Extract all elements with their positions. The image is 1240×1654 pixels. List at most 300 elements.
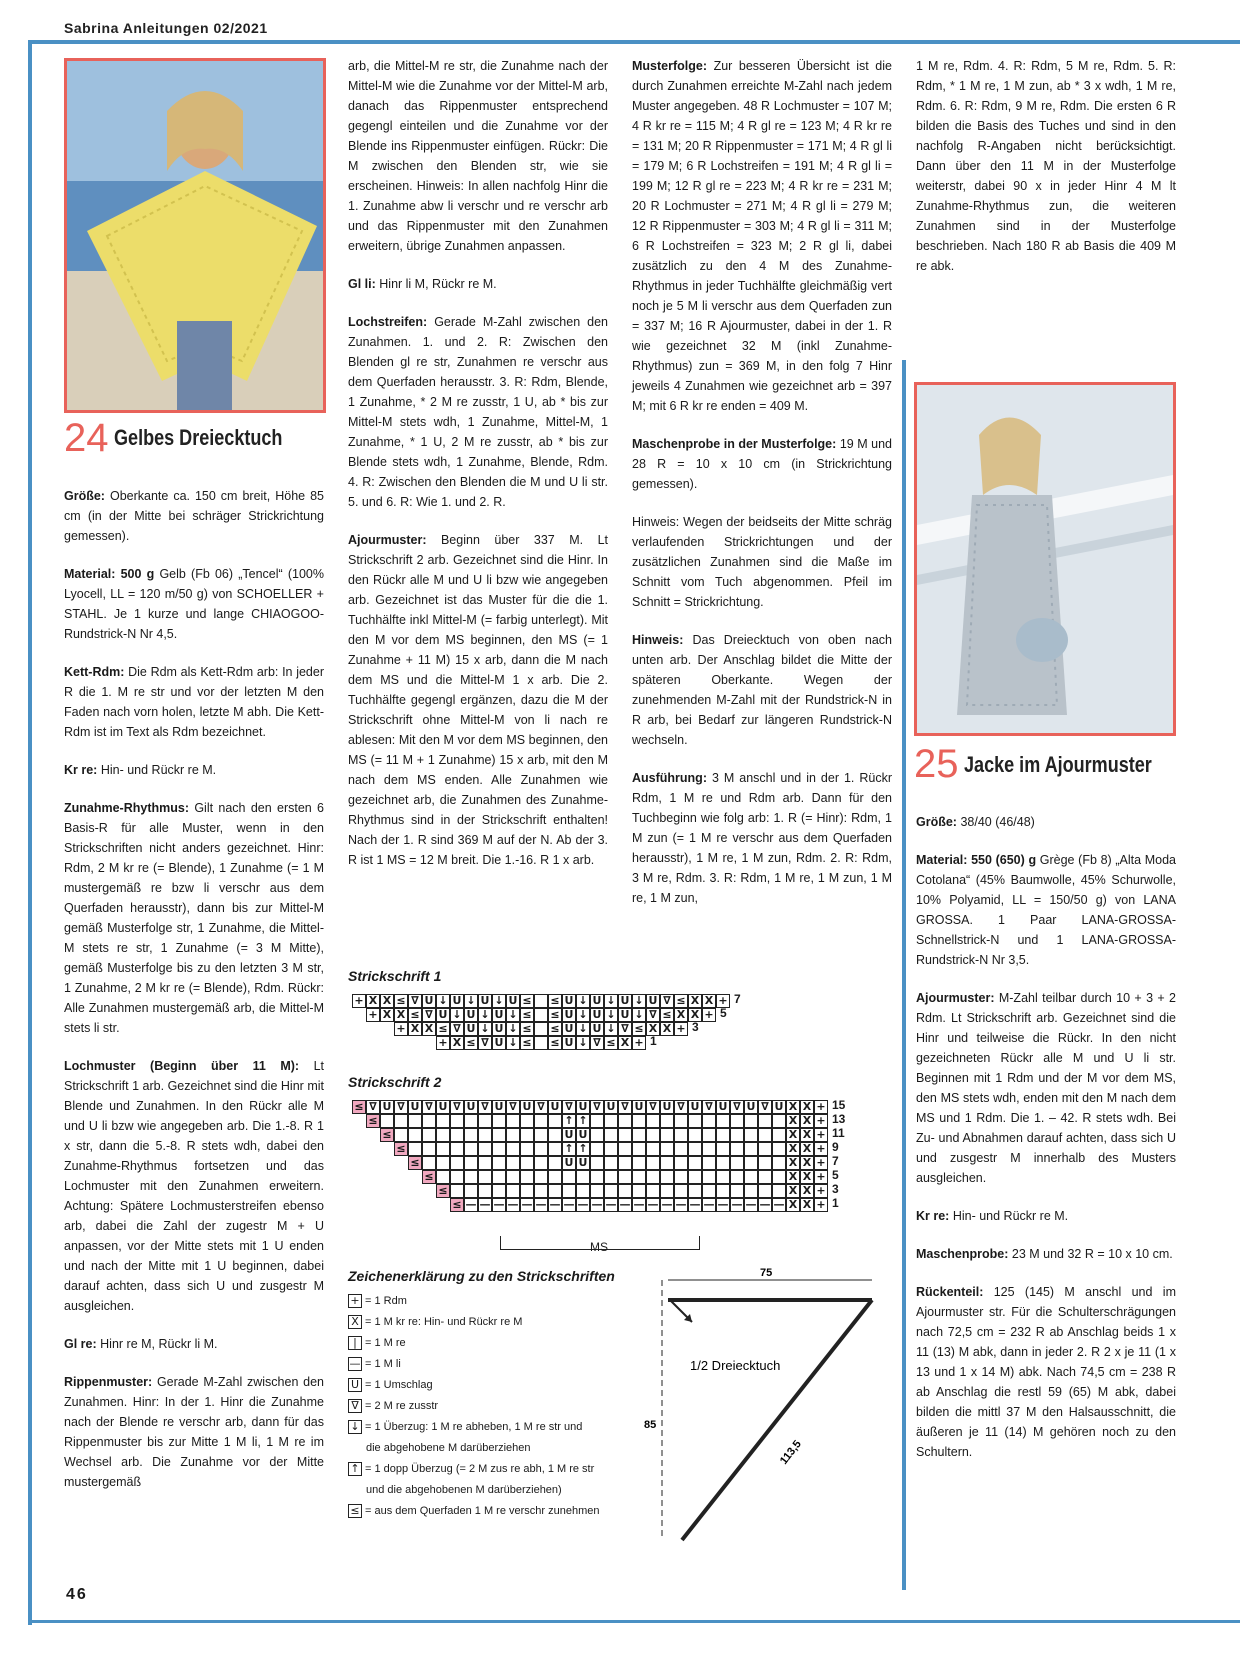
photo-ajour-jacket bbox=[914, 382, 1176, 736]
chart1-cell: X bbox=[408, 1022, 422, 1036]
chart2-cell: — bbox=[493, 1198, 505, 1211]
chart2-cell: — bbox=[549, 1198, 561, 1211]
chart2-cell bbox=[660, 1184, 674, 1198]
chart2-cell: — bbox=[633, 1198, 645, 1211]
chart2-cell bbox=[408, 1142, 422, 1156]
legend-item bbox=[348, 1357, 401, 1371]
chart2-cell: U bbox=[772, 1100, 786, 1114]
chart2-cell: ≤ bbox=[436, 1184, 450, 1198]
column-1 bbox=[64, 486, 324, 1510]
chart2-cell bbox=[674, 1170, 688, 1184]
chart2-cell bbox=[436, 1128, 450, 1142]
chart2-cell bbox=[660, 1114, 674, 1128]
chart1-cell: X bbox=[660, 1022, 674, 1036]
chart2-cell: ≤ bbox=[422, 1170, 436, 1184]
chart2-cell bbox=[450, 1170, 464, 1184]
chart2-cell bbox=[492, 1184, 506, 1198]
chart2-cell bbox=[590, 1184, 604, 1198]
chart2-cell bbox=[772, 1128, 786, 1142]
chart2-cell bbox=[758, 1128, 772, 1142]
chart2-cell bbox=[618, 1184, 632, 1198]
chart2-cell bbox=[618, 1156, 632, 1170]
chart2-cell bbox=[744, 1142, 758, 1156]
chart2-row-number: 15 bbox=[832, 1098, 846, 1112]
legend-text: und die abgehobenen M darüberziehen) bbox=[366, 1484, 562, 1496]
chart2-cell bbox=[758, 1114, 772, 1128]
chart2-cell bbox=[758, 1156, 772, 1170]
chart2-cell bbox=[520, 1114, 534, 1128]
para-maschenprobe-25: Maschenprobe: 23 M und 32 R = 10 x 10 cm. bbox=[916, 1247, 1173, 1261]
chart2-cell: ∇ bbox=[758, 1100, 772, 1114]
legend-text: = 1 dopp Überzug (= 2 M zus re abh, 1 M re str bbox=[365, 1463, 595, 1475]
para-maschenprobe: Maschenprobe in der Musterfolge: 19 M und 28 R = 10 x 10 cm (in Strickrichtung gemessen). bbox=[632, 437, 892, 491]
chart1-cell: ↓ bbox=[450, 1008, 464, 1022]
chart2-cell bbox=[464, 1184, 478, 1198]
chart2-cell bbox=[478, 1142, 492, 1156]
chart1-cell: X bbox=[380, 1008, 394, 1022]
chart2-cell bbox=[394, 1128, 408, 1142]
chart2-cell bbox=[604, 1184, 618, 1198]
chart1-cell bbox=[534, 1022, 548, 1036]
para-kr-re: Kr re: Hin- und Rückr re M. bbox=[64, 763, 217, 777]
chart1-cell: ↓ bbox=[506, 1022, 520, 1036]
chart2-cell bbox=[422, 1128, 436, 1142]
chart2-cell bbox=[632, 1114, 646, 1128]
chart2-cell bbox=[772, 1170, 786, 1184]
chart2-cell bbox=[464, 1142, 478, 1156]
chart2-cell bbox=[604, 1156, 618, 1170]
chart2-cell bbox=[464, 1156, 478, 1170]
chart2-cell bbox=[688, 1142, 702, 1156]
bottom-rule bbox=[28, 1620, 1240, 1623]
chart2-cell bbox=[450, 1114, 464, 1128]
chart2-cell: ∇ bbox=[534, 1100, 548, 1114]
chart2-cell bbox=[758, 1170, 772, 1184]
chart1-cell: ↓ bbox=[604, 994, 618, 1008]
chart2-cell bbox=[772, 1156, 786, 1170]
chart2-cell: X bbox=[800, 1170, 814, 1184]
para-hinweis-1: Hinweis: Wegen der beidseits der Mitte schräg verlaufenden Strickrichtungen und der zusätzlichen Zunahmen sind die Maße im Schnitt vom Tuch abgenommen. Pfeil im Schnitt = Strickrichtung. bbox=[632, 515, 892, 609]
chart2-cell bbox=[604, 1128, 618, 1142]
chart1-cell: + bbox=[366, 1008, 380, 1022]
chart2-cell: U bbox=[688, 1100, 702, 1114]
para-musterfolge: Musterfolge: Zur besseren Übersicht ist die durch Zunahmen erreichte M-Zahl nach jedem Muster angegeben. 48 R Lochmuster = 107 M; 4 R kr re = 115 M; 4 R gl re = 123 M; 4 R kr re = 131 M; 20 R Rippenmuster = 171 M; 4 R gl li = 179 M; 6 R Lochstreifen = 191 M; 4 R gl li = 199 M; 12 R gl re = 223 M; 4 R kr re = 231 M; 20 R Lochmuster = 271 M; 4 R gl li = 279 M; 12 R Rippenmuster = 303 M; 4 R gl li = 311 M; 6 R Lochstreifen = 323 M; 2 R gl li, dabei zusätzlich zu den 4 M des Zunahme-Rhythmus in jeder Tuchhälfte gleichmäßig vert noch je 5 M li verschr aus dem Querfaden zun = 337 M; 16 R Ajourmuster, dabei in der 1. R wie gezeichnet 32 M (inkl Zunahme-Rhythmus) zun = 369 M, in den folg 7 Hinr jeweils 4 Zunahmen wie gezeichnet arb = 397 M; mit 6 R kr re enden = 409 M. bbox=[632, 59, 892, 413]
chart2-cell: — bbox=[773, 1198, 785, 1211]
chart1-cell: U bbox=[562, 1022, 576, 1036]
chart2-cell bbox=[520, 1184, 534, 1198]
chart2-cell: X bbox=[786, 1184, 800, 1198]
chart1-cell: ≤ bbox=[604, 1036, 618, 1050]
column-3 bbox=[632, 56, 892, 926]
chart2-cell: ∇ bbox=[562, 1100, 576, 1114]
chart1-cell: ∇ bbox=[618, 1022, 632, 1036]
chart-1-title: Strickschrift 1 bbox=[348, 968, 442, 984]
chart2-cell: X bbox=[800, 1100, 814, 1114]
chart2-cell: ∇ bbox=[450, 1100, 464, 1114]
column-4-bottom bbox=[916, 812, 1176, 1480]
chart1-cell: X bbox=[674, 1008, 688, 1022]
para-rueckenteil: Rückenteil: 125 (145) M anschl und im Ajourmuster str. Für die Schulterschrägungen nach 72,5 cm = 232 R ab Anschlag beids 1 x 11 (13) M abk, dann in jeder 2. R 2 x je 11 (1 x 13 und 1 x 14 M) abk. Nach 74,5 cm = 238 R ab Anschlag die restl 59 (65) M abk, dabei bilden die mittl 37 M den Halsausschnitt, die äußeren je 11 (14) M gehören noch zu den Schultern. bbox=[916, 1285, 1176, 1459]
chart2-cell bbox=[646, 1142, 660, 1156]
chart2-cell bbox=[422, 1142, 436, 1156]
chart2-cell: U bbox=[632, 1100, 646, 1114]
schematic-diagonal-edge bbox=[682, 1300, 872, 1540]
chart2-cell bbox=[646, 1128, 660, 1142]
chart2-cell: ∇ bbox=[646, 1100, 660, 1114]
chart2-cell bbox=[730, 1170, 744, 1184]
chart1-cell: U bbox=[618, 1008, 632, 1022]
chart2-cell: + bbox=[814, 1156, 828, 1170]
legend-text: = 1 M kr re: Hin- und Rückr re M bbox=[365, 1316, 523, 1328]
chart2-row-number: 13 bbox=[832, 1112, 846, 1126]
chart2-cell bbox=[436, 1156, 450, 1170]
legend-text: = 1 M li bbox=[365, 1358, 401, 1370]
chart1-cell: ↓ bbox=[576, 1008, 590, 1022]
chart1-cell: ≤ bbox=[408, 1008, 422, 1022]
chart2-cell: ∇ bbox=[394, 1100, 408, 1114]
chart2-cell bbox=[380, 1114, 394, 1128]
chart2-cell bbox=[702, 1184, 716, 1198]
chart2-cell bbox=[576, 1184, 590, 1198]
chart2-cell bbox=[520, 1156, 534, 1170]
chart2-cell bbox=[744, 1156, 758, 1170]
chart2-cell bbox=[744, 1170, 758, 1184]
chart2-cell bbox=[716, 1170, 730, 1184]
schematic-top-label: 75 bbox=[760, 1267, 773, 1279]
chart1-cell: U bbox=[478, 994, 492, 1008]
chart2-cell bbox=[688, 1170, 702, 1184]
chart2-cell: ∇ bbox=[506, 1100, 520, 1114]
chart1-row-number: 5 bbox=[720, 1006, 727, 1020]
chart1-row-number: 3 bbox=[692, 1020, 699, 1034]
chart2-cell bbox=[590, 1156, 604, 1170]
chart2-cell: ∇ bbox=[422, 1100, 436, 1114]
para-ajour-25: Ajourmuster: M-Zahl teilbar durch 10 + 3 + 2 Rdm. Lt Strickschrift arb. Gezeichnet sind die Hinr und teilweise die Rückr. In den nicht gezeichneten Rückr alle M und U li str. Beginnen mit 1 Rdm und der M vor dem MS, den MS stets wdh, enden mit den M nach dem MS und 1 Rdm. Die 1. – 42. R stets wdh. Bei Zu- und Abnahmen darauf achten, dass sich U und zusgestr M innerhalb des Musters ausgleichen. bbox=[916, 991, 1176, 1185]
chart2-cell bbox=[534, 1184, 548, 1198]
header-rule bbox=[28, 40, 1240, 44]
chart2-cell: X bbox=[786, 1170, 800, 1184]
chart2-cell bbox=[506, 1114, 520, 1128]
pattern-title-25: Jacke im Ajourmuster bbox=[964, 752, 1152, 777]
chart1-cell: X bbox=[688, 994, 702, 1008]
chart2-cell bbox=[674, 1114, 688, 1128]
chart1-cell: ↓ bbox=[604, 1008, 618, 1022]
para-gl-li: Gl li: Hinr li M, Rückr re M. bbox=[348, 277, 497, 291]
chart2-cell bbox=[450, 1142, 464, 1156]
chart2-cell bbox=[660, 1170, 674, 1184]
shawl-illustration bbox=[67, 61, 323, 410]
chart2-cell bbox=[730, 1156, 744, 1170]
chart2-cell: — bbox=[703, 1198, 715, 1211]
chart2-cell bbox=[562, 1170, 576, 1184]
para-groesse-25: Größe: 38/40 (46/48) bbox=[916, 815, 1035, 829]
chart1-cell: X bbox=[450, 1036, 464, 1050]
chart2-cell bbox=[548, 1170, 562, 1184]
chart2-cell: ≤ bbox=[380, 1128, 394, 1142]
chart2-cell: ≤ bbox=[408, 1156, 422, 1170]
chart1-cell: ≤ bbox=[520, 1036, 534, 1050]
chart2-cell bbox=[702, 1156, 716, 1170]
chart2-cell bbox=[464, 1114, 478, 1128]
chart2-cell: + bbox=[814, 1100, 828, 1114]
para-lochmuster: Lochmuster (Beginn über 11 M): Lt Strickschrift 1 arb. Gezeichnet sind die Hinr mit Blende und Zunahmen. In den Rückr alle M und U li bzw wie angegeben arb. Die 1.-8. R 1 x str, dann die 5.-8. R stets wdh, dabei den Zunahme-Rhythmus fortsetzen und das Lochmuster mit den Zunahmen erweitern. Achtung: Spätere Lochmusterstreifen ebenso arb, dabei die Zahl der zugestr M + U anpassen, vor der Mitte stets mit 1 U enden und nach der Mitte mit 1 U beginnen, dabei darauf achten, dass sich U und zusgestr M ausgleichen. bbox=[64, 1059, 324, 1313]
chart2-cell bbox=[590, 1170, 604, 1184]
para-lochstreifen: Lochstreifen: Gerade M-Zahl zwischen den Zunahmen. 1. und 2. R: Zwischen den Blenden gl re str, Zunahmen re verschr aus dem Querfaden herausstr. 3. R: Rdm, Blende, 1 Zunahme, * 2 M re zusstr, 1 U, ab * bis zur Mittel-M stets wdh, 1 Zunahme, Mittel-M, 1 Zunahme, * 1 U, 2 M re zusstr, ab * bis zur Blende stets wdh, 1 Zunahme, Blende, Rdm. 4. R: Zwischen den Blenden die M und U li str. 5. und 6. R: Wie 1. und 2. R. bbox=[348, 315, 608, 509]
legend-symbol: + bbox=[348, 1294, 362, 1308]
chart2-cell bbox=[744, 1128, 758, 1142]
chart2-cell: U bbox=[744, 1100, 758, 1114]
chart2-cell bbox=[716, 1128, 730, 1142]
ms-label: MS bbox=[590, 1240, 608, 1254]
chart2-cell bbox=[492, 1170, 506, 1184]
chart2-cell: — bbox=[731, 1198, 743, 1211]
chart2-cell: ∇ bbox=[702, 1100, 716, 1114]
chart2-cell: ↑ bbox=[576, 1114, 590, 1128]
chart1-cell: ∇ bbox=[478, 1036, 492, 1050]
chart1-cell: ↓ bbox=[604, 1022, 618, 1036]
photo-yellow-shawl bbox=[64, 58, 326, 413]
chart2-cell bbox=[506, 1170, 520, 1184]
chart2-cell bbox=[520, 1170, 534, 1184]
legend-item bbox=[348, 1504, 599, 1518]
chart2-cell: — bbox=[563, 1198, 575, 1211]
chart2-cell bbox=[464, 1128, 478, 1142]
chart1-cell: ↓ bbox=[632, 994, 646, 1008]
chart2-cell bbox=[478, 1184, 492, 1198]
chart2-cell: X bbox=[800, 1198, 814, 1212]
chart2-cell bbox=[744, 1184, 758, 1198]
page-number: 46 bbox=[66, 1586, 88, 1603]
chart1-cell: U bbox=[618, 994, 632, 1008]
para-rippen-cont: arb, die Mittel-M re str, die Zunahme nach der Mittel-M wie die Zunahme vor der Mittel-M arb, danach das Rippenmuster entsprechend gegengl einteilen und die Zunahme vor der Blende ins Rippenmuster einfügen. Rückr: Die M zwischen den Blenden str, wie sie erscheinen. Hinweis: In allen nachfolg Hinr die 1. Zunahme abw li verschr und re verschr arb und das Rippenmuster mit den Zunahmen erweitern, übrige Zunahmen anpassen. bbox=[348, 59, 608, 253]
legend-text: = 1 Rdm bbox=[365, 1295, 407, 1307]
para-ausfuehrung: Ausführung: 3 M anschl und in der 1. Rückr Rdm, 1 M re und Rdm arb. Dann für den Tuchbeginn wie folg arb: 1. R (= Hinr): Rdm, 1 M zun (= 1 M re verschr aus dem Querfaden herausstr), 1 M re, 1 M zun, Rdm. 2. R: Rdm, 3 M re, Rdm. 3. R: Rdm, 1 M re, 1 M zun, 1 M re, 1 M zun, bbox=[632, 771, 892, 905]
chart2-cell: — bbox=[507, 1198, 519, 1211]
chart1-cell: ≤ bbox=[548, 1036, 562, 1050]
chart2-cell bbox=[548, 1156, 562, 1170]
chart2-cell bbox=[674, 1156, 688, 1170]
chart2-cell bbox=[632, 1184, 646, 1198]
chart1-cell: ↓ bbox=[464, 994, 478, 1008]
chart2-cell bbox=[744, 1114, 758, 1128]
chart2-cell: + bbox=[814, 1142, 828, 1156]
chart1-cell: X bbox=[646, 1022, 660, 1036]
legend-text: = 2 M re zusstr bbox=[365, 1400, 439, 1412]
para-kett-rdm: Kett-Rdm: Die Rdm als Kett-Rdm arb: In jeder R die 1. M re str und vor der letzten M den Faden nach vorn holen, letzte M abh. Die Kett-Rdm ist im Text als Rdm bezeichnet. bbox=[64, 665, 324, 739]
chart2-cell: ∇ bbox=[366, 1100, 380, 1114]
chart2-cell bbox=[478, 1114, 492, 1128]
legend-text: = aus dem Querfaden 1 M re verschr zunehmen bbox=[365, 1505, 600, 1517]
legend-symbol: U bbox=[348, 1378, 362, 1392]
chart1-cell: U bbox=[562, 994, 576, 1008]
chart2-cell bbox=[688, 1156, 702, 1170]
chart2-cell bbox=[478, 1156, 492, 1170]
chart2-cell bbox=[478, 1128, 492, 1142]
chart2-cell: ∇ bbox=[674, 1100, 688, 1114]
chart2-cell bbox=[562, 1184, 576, 1198]
chart1-cell: ≤ bbox=[436, 1022, 450, 1036]
chart1-cell: X bbox=[422, 1022, 436, 1036]
chart2-cell: ∇ bbox=[590, 1100, 604, 1114]
chart2-cell bbox=[646, 1170, 660, 1184]
chart2-cell: U bbox=[576, 1128, 590, 1142]
chart2-cell: + bbox=[814, 1198, 828, 1212]
chart2-cell bbox=[436, 1170, 450, 1184]
para-ausfuehrung-cont: 1 M re, Rdm. 4. R: Rdm, 5 M re, Rdm. 5. R: Rdm, * 1 M re, 1 M zun, ab * 3 x wdh, 1 M re, Rdm. 6. R: Rdm, 9 M re, Rdm. Die ersten 6 R bilden die Basis des Tuches und sind in den nachfolg R-Angaben nicht berücksichtigt. Dann über den 11 M in der Musterfolge weiterstr, dabei 90 x in jeder Hinr 4 M lt Zunahme-Rhythmus zun, die weiteren Zunahmen sind in der Musterfolge beschrieben. Nach 180 R ab Basis die 409 M re abk. bbox=[916, 59, 1176, 273]
chart2-cell bbox=[436, 1114, 450, 1128]
chart2-cell bbox=[730, 1114, 744, 1128]
chart2-cell: — bbox=[759, 1198, 771, 1211]
chart2-row-number: 9 bbox=[832, 1140, 839, 1154]
chart2-cell bbox=[590, 1114, 604, 1128]
chart2-row-number: 1 bbox=[832, 1196, 839, 1210]
chart1-cell bbox=[534, 1008, 548, 1022]
chart2-cell bbox=[660, 1142, 674, 1156]
chart1-cell: + bbox=[674, 1022, 688, 1036]
chart2-cell bbox=[506, 1184, 520, 1198]
chart2-cell: X bbox=[786, 1114, 800, 1128]
chart2-cell: U bbox=[408, 1100, 422, 1114]
legend-item bbox=[348, 1294, 407, 1308]
legend-item bbox=[348, 1336, 406, 1350]
chart1-cell: ≤ bbox=[394, 994, 408, 1008]
chart2-cell bbox=[758, 1142, 772, 1156]
schematic-diag-label: 113,5 bbox=[777, 1438, 804, 1467]
chart2-cell: U bbox=[660, 1100, 674, 1114]
chart2-cell: — bbox=[745, 1198, 757, 1211]
chart2-cell bbox=[492, 1128, 506, 1142]
legend-symbol: X bbox=[348, 1315, 362, 1329]
chart2-cell bbox=[618, 1128, 632, 1142]
chart2-cell bbox=[506, 1128, 520, 1142]
chart2-cell: ∇ bbox=[730, 1100, 744, 1114]
chart2-cell bbox=[506, 1142, 520, 1156]
para-hinweis-2: Hinweis: Das Dreiecktuch von oben nach unten arb. Der Anschlag bildet die Mitte der späteren Oberkante. Wegen der zunehmenden M-Zahl mit der Rundstrick-N in R arb, bei Bedarf zur längeren Rundstrick-N wechseln. bbox=[632, 633, 892, 747]
chart1-cell: U bbox=[492, 1022, 506, 1036]
chart1-cell: ∇ bbox=[590, 1036, 604, 1050]
chart1-cell: U bbox=[562, 1036, 576, 1050]
chart2-cell: X bbox=[800, 1114, 814, 1128]
chart2-cell bbox=[464, 1170, 478, 1184]
chart2-cell: ∇ bbox=[618, 1100, 632, 1114]
chart1-cell: ≤ bbox=[520, 1022, 534, 1036]
chart2-cell: — bbox=[717, 1198, 729, 1211]
legend-text: = 1 Umschlag bbox=[365, 1379, 433, 1391]
chart2-cell bbox=[576, 1170, 590, 1184]
chart2-cell: U bbox=[562, 1156, 576, 1170]
chart1-cell: U bbox=[492, 1036, 506, 1050]
chart1-cell: X bbox=[618, 1036, 632, 1050]
chart2-cell bbox=[492, 1142, 506, 1156]
chart1-cell: + bbox=[352, 994, 366, 1008]
chart2-cell bbox=[520, 1128, 534, 1142]
chart2-row-number: 11 bbox=[832, 1126, 845, 1140]
chart2-cell bbox=[534, 1142, 548, 1156]
chart2-cell bbox=[646, 1156, 660, 1170]
column-separator bbox=[902, 360, 906, 1590]
chart2-cell bbox=[548, 1184, 562, 1198]
chart2-cell bbox=[730, 1142, 744, 1156]
chart2-cell: U bbox=[464, 1100, 478, 1114]
pattern-title-24: Gelbes Dreiecktuch bbox=[114, 425, 283, 450]
chart2-cell: — bbox=[675, 1198, 687, 1211]
para-kr-re-25: Kr re: Hin- und Rückr re M. bbox=[916, 1209, 1069, 1223]
chart2-cell bbox=[702, 1170, 716, 1184]
chart2-cell bbox=[660, 1128, 674, 1142]
chart2-cell bbox=[450, 1156, 464, 1170]
chart1-cell: + bbox=[702, 1008, 716, 1022]
chart2-cell bbox=[618, 1142, 632, 1156]
chart2-cell: U bbox=[492, 1100, 506, 1114]
chart1-cell: U bbox=[646, 994, 660, 1008]
jacket-illustration bbox=[917, 385, 1173, 733]
chart1-cell: ≤ bbox=[674, 994, 688, 1008]
chart2-cell bbox=[548, 1128, 562, 1142]
chart2-cell bbox=[632, 1156, 646, 1170]
chart2-cell bbox=[646, 1184, 660, 1198]
chart1-cell: + bbox=[436, 1036, 450, 1050]
chart2-row-number: 3 bbox=[832, 1182, 839, 1196]
chart2-cell bbox=[604, 1142, 618, 1156]
chart2-cell: ↑ bbox=[576, 1142, 590, 1156]
chart2-cell bbox=[534, 1170, 548, 1184]
chart2-cell bbox=[478, 1170, 492, 1184]
chart1-cell bbox=[534, 994, 548, 1008]
legend-item bbox=[348, 1315, 522, 1329]
para-zunahme-rhythmus: Zunahme-Rhythmus: Gilt nach den ersten 6 Basis-R für alle Muster, wenn in den Strickschriften nicht anders gezeichnet. Hinr: Rdm, 2 M kr re (= Blende), 1 Zunahme (= 1 M mustergemäß re bzw li verschr aus dem Querfaden herausstr), dann bis zur Mittel-M gemäß Musterfolge str, 1 Zunahme, die Mittel-M stets re str, 1 Zunahme (= 3 M Mitte), gemäß Musterfolge bis zu den letzten 3 M str, 1 Zunahme, 2 M kr re (= Blende), Rdm. Rückr: Alle Zunahmen mustergemäß arb, die Mittel-M stets li str. bbox=[64, 801, 324, 1035]
chart1-cell: X bbox=[366, 994, 380, 1008]
chart2-cell bbox=[618, 1170, 632, 1184]
chart2-cell bbox=[548, 1114, 562, 1128]
legend-symbol: | bbox=[348, 1336, 362, 1350]
chart1-row-number: 1 bbox=[650, 1034, 657, 1048]
legend-item bbox=[348, 1378, 433, 1392]
chart2-cell bbox=[702, 1142, 716, 1156]
chart2-cell: U bbox=[716, 1100, 730, 1114]
shawl-schematic bbox=[640, 1260, 890, 1550]
chart2-cell bbox=[520, 1142, 534, 1156]
chart2-cell bbox=[422, 1156, 436, 1170]
legend-item bbox=[348, 1462, 594, 1476]
chart1-cell bbox=[534, 1036, 548, 1050]
chart1-cell: ↓ bbox=[576, 1022, 590, 1036]
chart2-cell bbox=[674, 1184, 688, 1198]
legend-text: = 1 M re bbox=[365, 1337, 406, 1349]
left-rule bbox=[28, 40, 32, 1625]
chart2-cell: X bbox=[786, 1100, 800, 1114]
chart2-cell: ↑ bbox=[562, 1142, 576, 1156]
schematic-side-label: 85 bbox=[644, 1419, 657, 1431]
chart1-cell: U bbox=[464, 1022, 478, 1036]
chart1-cell: U bbox=[590, 994, 604, 1008]
chart2-cell bbox=[702, 1114, 716, 1128]
chart2-cell bbox=[408, 1128, 422, 1142]
chart2-cell: — bbox=[647, 1198, 659, 1211]
chart2-cell: X bbox=[800, 1128, 814, 1142]
chart2-cell: + bbox=[814, 1170, 828, 1184]
chart2-cell: X bbox=[800, 1142, 814, 1156]
chart2-cell bbox=[660, 1156, 674, 1170]
chart2-cell bbox=[534, 1156, 548, 1170]
para-material: Material: 500 g Gelb (Fb 06) „Tencel“ (100% Lyocell, LL = 120 m/50 g) von SCHOELLER + STAHL. Je 1 kurze und lange CHIAOGOO-Rundstrick-N Nr 4,5. bbox=[64, 567, 324, 641]
column-4-top bbox=[916, 56, 1176, 294]
chart2-cell: — bbox=[661, 1198, 673, 1211]
chart2-cell bbox=[422, 1114, 436, 1128]
chart2-cell bbox=[590, 1142, 604, 1156]
chart2-cell bbox=[772, 1114, 786, 1128]
chart2-cell bbox=[702, 1128, 716, 1142]
chart2-cell bbox=[534, 1114, 548, 1128]
